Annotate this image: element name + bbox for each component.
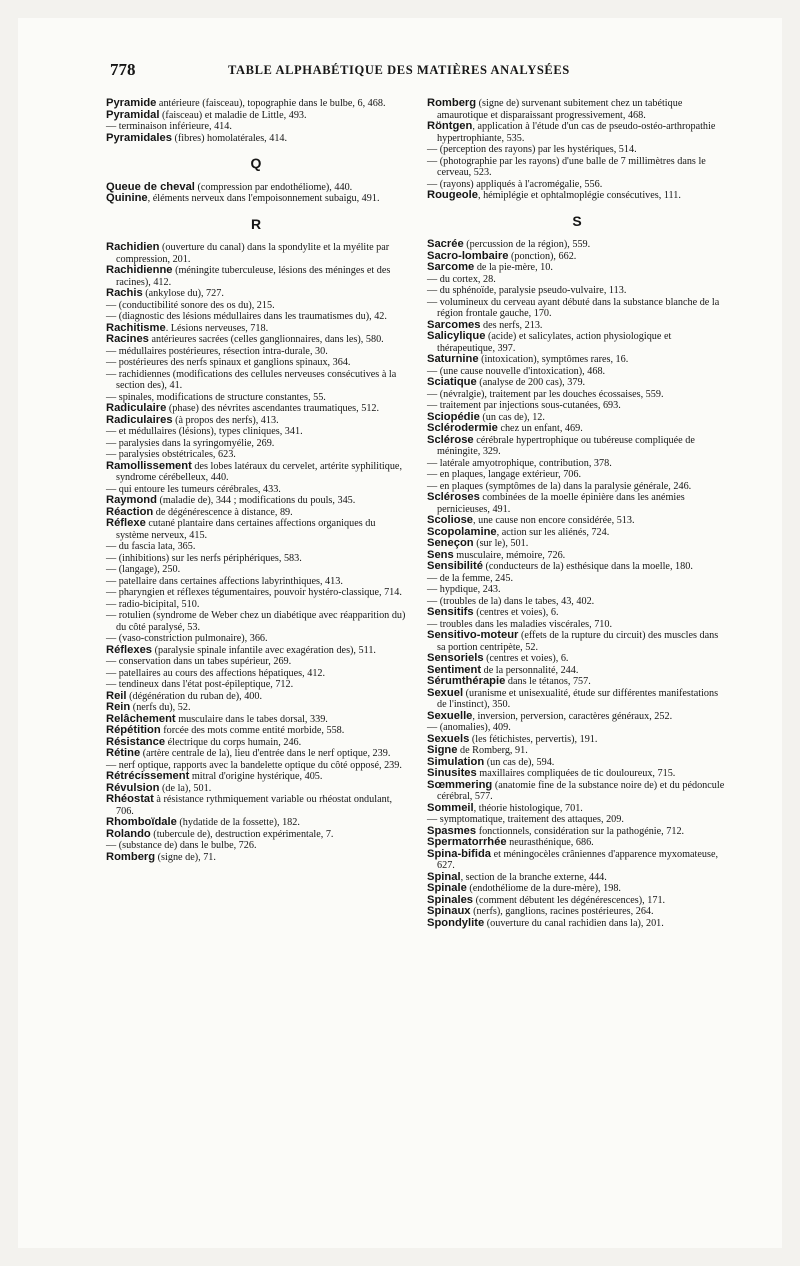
entry-text: des nerfs, 213. (480, 319, 543, 331)
index-entry (106, 737, 406, 749)
entry-headword: Pyramide (106, 97, 157, 109)
entry-headword: Rétine (106, 747, 141, 759)
entry-headword: Spina-bifida (427, 847, 492, 860)
index-entry (106, 426, 406, 438)
entry-text: — terminaison inférieure, 414. (106, 121, 232, 132)
index-entry (427, 492, 727, 515)
left-column (106, 98, 406, 863)
entry-text: — (vaso-constriction pulmonaire), 366. (106, 633, 268, 644)
entry-headword: Sinusites (427, 767, 477, 779)
index-entry (427, 573, 727, 585)
entry-text: (un cas de), 594. (484, 756, 555, 768)
index-entry (106, 691, 406, 703)
entry-text: (signe de), 71. (155, 851, 216, 863)
entry-text: — (diagnostic des lésions médullaires dans les traumatismes du), 42. (106, 311, 387, 322)
index-entry (427, 98, 727, 121)
entry-headword: Sensitivo-moteur (427, 629, 519, 641)
entry-text: — qui entoure les tumeurs cérébrales, 433. (106, 483, 281, 495)
entry-headword: Pyramidales (106, 131, 172, 144)
entry-text: cutané plantaire dans certaines affections organiques du système nerveux, 415. (116, 518, 376, 541)
entry-text: — (substance de) dans le bulbe, 726. (106, 840, 257, 851)
index-entry (427, 156, 727, 179)
entry-text: (sur le), 501. (473, 538, 529, 549)
entry-headword: Sacrée (427, 238, 464, 250)
entry-text: — (conductibilité sonore des os du), 215. (106, 299, 275, 311)
entry-text: — tendineux dans l'état post-épileptique, 712. (106, 679, 294, 690)
index-entry (106, 817, 406, 829)
entry-headword: Rolando (106, 827, 151, 840)
entry-text: (anatomie fine de la substance noire de) et du pédoncule cérébral, 577. (437, 779, 725, 802)
entry-text: (nerfs du), 52. (130, 702, 191, 713)
entry-text: (signe de) survenant subitement chez un tabétique amaurotique et disparaissant progressivement, 468. (437, 98, 683, 121)
entry-text: (méningite tuberculeuse, lésions des méninges et des racines), 412. (116, 265, 391, 288)
entry-text: (conducteurs de la) esthésique dans la moelle, 180. (482, 561, 693, 572)
entry-text: neurasthénique, 686. (506, 837, 594, 848)
index-entry (106, 346, 406, 358)
entry-headword: Résistance (106, 735, 166, 748)
index-entry (427, 389, 727, 401)
index-entry (427, 561, 727, 573)
entry-text: — latérale amyotrophique, contribution, 378. (427, 457, 612, 469)
entry-headword: Sœmmering (427, 778, 493, 791)
index-entry (427, 895, 727, 907)
entry-headword: Sclérodermie (427, 422, 498, 434)
entry-text: (percussion de la région), 559. (463, 239, 591, 250)
entry-text: (paralysie spinale infantile avec exagération des), 511. (152, 644, 376, 656)
entry-text: musculaire dans le tabes dorsal, 339. (175, 713, 328, 725)
index-entry (427, 780, 727, 803)
entry-text: , inversion, perversion, caractères généraux, 252. (472, 710, 673, 722)
entry-text: — médullaires postérieures, résection intra-durale, 30. (106, 345, 328, 357)
entry-text: (uranisme et unisexualité, étude sur différentes manifestations de l'instinct), 350. (437, 687, 719, 710)
entry-text: maxillaires compliquées de tic douloureux, 715. (476, 768, 676, 779)
entry-headword: Raymond (106, 494, 157, 506)
entry-text: (intoxication), symptômes rares, 16. (478, 354, 629, 365)
entry-text: — paralysies dans la syringomyélie, 269. (106, 437, 275, 449)
index-entry (427, 354, 727, 366)
running-title: TABLE ALPHABÉTIQUE DES MATIÈRES ANALYSÉES (228, 63, 570, 77)
index-entry (106, 576, 406, 588)
entry-text: (hydatide de la fossette), 182. (176, 817, 300, 828)
entry-text: — conservation dans un tabes supérieur, 269. (106, 656, 292, 667)
index-entry (106, 193, 406, 205)
entry-text: dans le tétanos, 757. (505, 676, 591, 687)
index-entry (106, 415, 406, 427)
entry-text: (tubercule de), destruction expérimentale, 7. (150, 828, 334, 840)
entry-text: — nerf optique, rapports avec la bandelette optique du côté opposé, 239. (106, 759, 402, 771)
index-entry (427, 918, 727, 930)
entry-text: — pharyngien et réflexes tégumentaires, pouvoir hystéro-classique, 714. (106, 587, 402, 598)
entry-text: — (troubles de la) dans le tabes, 43, 402. (427, 595, 595, 607)
entry-text: (acide) et salicylates, action physiologique et thérapeutique, 397. (437, 331, 672, 354)
entry-headword: Répétition (106, 724, 161, 736)
entry-text: — (langage), 250. (106, 564, 181, 575)
page-header (110, 60, 730, 82)
entry-text: — en plaques, langage extérieur, 706. (427, 469, 582, 480)
entry-text: fonctionnels, considération sur la pathogénie, 712. (476, 825, 685, 837)
entry-text: — du sphénoïde, paralysie pseudo-vulvaire, 113. (427, 285, 627, 296)
index-entry (106, 587, 406, 599)
entry-text: — (inhibitions) sur les nerfs périphériques, 583. (106, 552, 302, 564)
index-entry (106, 794, 406, 817)
entry-text: (à propos des nerfs), 413. (172, 414, 279, 426)
entry-text: (ouverture du canal) dans la spondylite et la myélite par compression, 201. (116, 242, 390, 265)
index-entry (106, 300, 406, 312)
entry-headword: Seneçon (427, 537, 474, 549)
entry-headword: Sacro-lombaire (427, 249, 509, 262)
entry-headword: Rachis (106, 287, 143, 299)
entry-text: — (rayons) appliqués à l'acromégalie, 556. (427, 178, 603, 190)
entry-headword: Saturnine (427, 353, 479, 365)
entry-text: — rotulien (syndrome de Weber chez un diabétique avec réapparition du) du côté paralysé, 53. (106, 610, 406, 633)
entry-headword: Sentiment (427, 663, 482, 676)
entry-headword: Sensoriels (427, 652, 484, 664)
entry-text: chez un enfant, 469. (497, 423, 583, 434)
entry-headword: Sens (427, 548, 454, 561)
entry-headword: Sciatique (427, 376, 477, 388)
index-entry (106, 599, 406, 611)
entry-text: — en plaques (symptômes de la) dans la paralysie générale, 246. (427, 480, 692, 492)
index-entry (106, 334, 406, 346)
entry-text: — hypdique, 243. (427, 584, 501, 595)
index-entry (427, 377, 727, 389)
entry-text: (de la), 501. (159, 782, 212, 794)
entry-text: et méningocèles crâniennes d'apparence myxomateuse, 627. (437, 848, 719, 871)
entry-text: (dégénération du ruban de), 400. (126, 690, 263, 702)
entry-headword: Romberg (427, 97, 477, 109)
entry-text: , section de la branche externe, 444. (460, 871, 607, 883)
index-entry (106, 507, 406, 519)
index-entry (427, 584, 727, 596)
index-entry (106, 668, 406, 680)
entry-text: , une cause non encore considérée, 513. (473, 515, 635, 526)
entry-headword: Relâchement (106, 712, 176, 725)
index-entry (106, 610, 406, 633)
entry-headword: Rhomboïdale (106, 816, 177, 828)
entry-headword: Sensibilité (427, 560, 483, 572)
index-entry (106, 852, 406, 864)
entry-headword: Rougeole (427, 189, 478, 201)
entry-text: (un cas de), 12. (479, 411, 545, 423)
entry-text: (ponction), 662. (508, 250, 577, 262)
entry-text: — et médullaires (lésions), types cliniques, 341. (106, 426, 303, 437)
entry-text: (les fétichistes, pervertis), 191. (469, 733, 598, 745)
entry-text: à résistance rythmiquement variable ou rhéostat ondulant, 706. (116, 794, 393, 817)
entry-text: antérieures sacrées (celles ganglionnaires, dans les), 580. (148, 334, 384, 345)
entry-headword: Signe (427, 744, 458, 756)
entry-text: (centres et voies), 6. (483, 653, 569, 664)
entry-headword: Sciopédie (427, 410, 480, 423)
entry-headword: Reil (106, 689, 127, 702)
entry-text: (analyse de 200 cas), 379. (476, 377, 586, 388)
entry-text: , application à l'étude d'un cas de pseudo-ostéo-arthropathie hypertrophiante, 535. (437, 121, 716, 144)
entry-headword: Pyramidal (106, 108, 160, 121)
entry-text: électrique du corps humain, 246. (165, 736, 302, 748)
entry-text: — traitement par injections sous-cutanées, 693. (427, 400, 621, 411)
entry-text: — spinales, modifications de structure constantes, 55. (106, 391, 326, 403)
entry-headword: Scléroses (427, 491, 480, 503)
section-letter: Q (250, 155, 262, 171)
index-entry (106, 541, 406, 553)
entry-text: — (photographie par les rayons) d'une balle de 7 millimètres dans le cerveau, 523. (427, 155, 706, 178)
entry-headword: Réflexes (106, 643, 153, 656)
entry-text: , théorie histologique, 701. (473, 802, 583, 814)
index-entry (427, 121, 727, 144)
entry-text: — de la femme, 245. (427, 572, 514, 584)
entry-headword: Sommeil (427, 801, 474, 814)
index-entry (427, 872, 727, 884)
index-entry (106, 829, 406, 841)
index-entry (106, 265, 406, 288)
entry-headword: Romberg (106, 850, 156, 863)
index-entry (427, 262, 727, 274)
entry-text: mitral d'origine hystérique, 405. (189, 771, 323, 782)
entry-headword: Simulation (427, 755, 485, 768)
entry-headword: Sarcome (427, 261, 475, 273)
index-entry (427, 190, 727, 202)
entry-text: — (névralgie), traitement par les douches écossaises, 559. (427, 388, 664, 400)
index-entry (427, 734, 727, 746)
entry-text: — (anomalies), 409. (427, 722, 511, 733)
entry-headword: Spinal (427, 870, 461, 883)
index-entry (427, 469, 727, 481)
entry-headword: Radiculaires (106, 413, 173, 426)
entry-text: , hémiplégie et ophtalmoplégie consécutives, 111. (477, 190, 681, 201)
entry-text: cérébrale hypertrophique ou tubéreuse compliquée de méningite, 329. (437, 434, 695, 457)
entry-headword: Queue de cheval (106, 180, 195, 193)
entry-text: . Lésions nerveuses, 718. (165, 322, 269, 334)
entry-text: antérieure (faisceau), topographie dans le bulbe, 6, 468. (156, 98, 386, 109)
entry-headword: Réflexe (106, 517, 146, 529)
entry-text: (effets de la rupture du circuit) des muscles dans sa portion centripète, 52. (437, 630, 719, 653)
index-entry (427, 849, 727, 872)
index-entry (106, 323, 406, 335)
entry-text: , éléments nerveux dans l'empoisonnement subaigu, 491. (147, 193, 380, 204)
index-entry (427, 331, 727, 354)
entry-text: — (une cause nouvelle d'intoxication), 468. (427, 365, 606, 377)
entry-text: de la pie-mère, 10. (474, 262, 553, 273)
entry-headword: Scoliose (427, 514, 474, 526)
entry-text: (ouverture du canal rachidien dans la), 201. (484, 917, 664, 929)
entry-text: — (perception des rayons) par les hystériques, 514. (427, 144, 637, 155)
entry-headword: Radiculaire (106, 402, 167, 414)
entry-headword: Sexuelle (427, 709, 473, 722)
index-entry (427, 274, 727, 286)
index-entry (106, 679, 406, 691)
entry-headword: Spinale (427, 882, 467, 894)
entry-headword: Salicylique (427, 330, 486, 342)
entry-text: de Romberg, 91. (457, 745, 528, 756)
index-entry (427, 435, 727, 458)
entry-text: (ankylose du), 727. (142, 288, 224, 299)
index-entry (106, 288, 406, 300)
index-entry (427, 688, 727, 711)
entry-text: (comment débutent les dégénérescences), 171. (473, 894, 666, 906)
entry-text: (centres et voies), 6. (473, 607, 559, 618)
entry-text: — patellaire dans certaines affections labyrinthiques, 413. (106, 575, 343, 587)
index-entry (106, 133, 406, 145)
entry-headword: Rein (106, 701, 131, 713)
entry-headword: Spermatorrhée (427, 836, 507, 848)
entry-headword: Révulsion (106, 781, 160, 794)
index-entry (427, 297, 727, 320)
entry-headword: Quinine (106, 192, 148, 204)
entry-headword: Spinaux (427, 905, 471, 917)
index-entry (106, 564, 406, 576)
index-entry (106, 438, 406, 450)
entry-headword: Spasmes (427, 824, 477, 837)
entry-text: — radio-bicipital, 510. (106, 598, 200, 610)
entry-headword: Sarcomes (427, 318, 481, 331)
entry-text: (compression par endothéliome), 440. (194, 181, 353, 193)
index-entry (106, 110, 406, 122)
entry-text: (artère centrale de la), lieu d'entrée dans le nerf optique, 239. (140, 748, 391, 759)
entry-text: (faisceau) et maladie de Little, 493. (159, 109, 307, 121)
entry-headword: Rachidien (106, 241, 160, 253)
index-entry (106, 182, 406, 194)
entry-headword: Spinales (427, 893, 474, 906)
index-entry (106, 656, 406, 668)
index-entry (427, 285, 727, 297)
index-entry (427, 676, 727, 688)
index-entry (427, 711, 727, 723)
index-entry (427, 144, 727, 156)
section-letter: R (250, 215, 262, 232)
index-entry (106, 553, 406, 565)
entry-text: combinées de la moelle épinière dans les anémies pernicieuses, 491. (437, 492, 685, 515)
entry-headword: Sexuels (427, 732, 470, 745)
entry-headword: Spondylite (427, 916, 485, 929)
entry-text: musculaire, mémoire, 726. (453, 549, 566, 561)
entry-text: (maladie de), 344 ; modifications du pouls, 345. (156, 495, 356, 506)
section-letter: S (572, 212, 582, 229)
entry-text: de la personnalité, 244. (481, 664, 579, 676)
entry-text: — rachidiennes (modifications des cellules nerveuses consécutives à la section des), 41. (106, 368, 397, 391)
entry-text: de dégénérescence à distance, 89. (153, 506, 293, 518)
index-entry (427, 538, 727, 550)
entry-text: forcée des mots comme entité morbide, 558. (160, 725, 345, 736)
entry-text: — patellaires au cours des affections hépatiques, 412. (106, 667, 326, 679)
right-column (427, 98, 727, 929)
entry-text: — volumineux du cerveau ayant débuté dans la substance blanche de la région frontale gauche, 170. (427, 296, 720, 319)
entry-headword: Rhéostat (106, 793, 154, 805)
entry-headword: Sérumthérapie (427, 675, 506, 687)
entry-headword: Rachidienne (106, 264, 173, 276)
page-number: 778 (110, 60, 136, 79)
entry-headword: Rétrécissement (106, 770, 190, 782)
entry-headword: Racines (106, 333, 149, 345)
index-entry (106, 518, 406, 541)
entry-text: (fibres) homolatérales, 414. (171, 132, 288, 144)
index-entry (427, 803, 727, 815)
entry-text: — paralysies obstétricales, 623. (106, 449, 236, 460)
entry-headword: Sclérose (427, 433, 474, 446)
index-entry (106, 645, 406, 657)
entry-headword: Ramollissement (106, 459, 192, 472)
entry-text: (phase) des névrites ascendantes traumatiques, 512. (166, 403, 380, 414)
index-entry (106, 369, 406, 392)
index-entry (427, 630, 727, 653)
entry-headword: Rachitisme (106, 321, 166, 334)
entry-text: — du cortex, 28. (427, 273, 496, 285)
index-entry (427, 722, 727, 734)
entry-text: , action sur les aliénés, 724. (496, 526, 610, 538)
index-entry (106, 748, 406, 760)
entry-headword: Sexuel (427, 686, 464, 699)
entry-text: — symptomatique, traitement des attaques, 209. (427, 814, 624, 825)
index-entry (427, 607, 727, 619)
index-entry (106, 357, 406, 369)
entry-text: — du fascia lata, 365. (106, 541, 196, 552)
entry-headword: Röntgen (427, 120, 473, 132)
index-entry (106, 242, 406, 265)
entry-text: (nerfs), ganglions, racines postérieures, 264. (470, 906, 654, 917)
entry-headword: Réaction (106, 505, 154, 518)
entry-text: — postérieures des nerfs spinaux et ganglions spinaux, 364. (106, 357, 351, 368)
entry-headword: Scopolamine (427, 525, 497, 538)
entry-text: des lobes latéraux du cervelet, artérite syphilitique, syndrome cérébelleux, 440. (116, 460, 402, 483)
index-entry (106, 461, 406, 484)
index-entry (427, 458, 727, 470)
entry-text: — troubles dans les maladies viscérales, 710. (427, 618, 613, 630)
entry-headword: Sensitifs (427, 606, 474, 618)
entry-text: (endothéliome de la dure-mère), 198. (466, 883, 621, 894)
